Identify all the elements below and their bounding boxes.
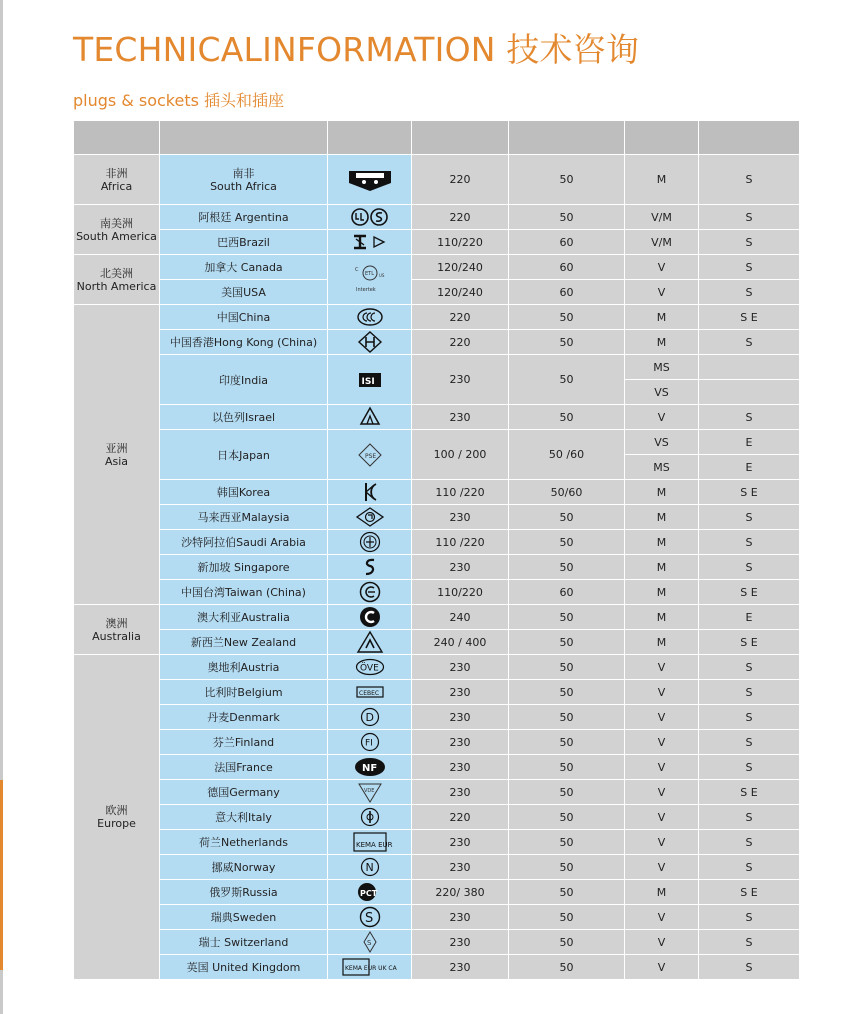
socket-type-cell: S [699,280,800,305]
certification-mark-cell [328,605,412,630]
certification-mark-cell [328,805,412,830]
saa-icon [359,606,381,628]
isi-icon [358,372,382,388]
socket-type-cell: S E [699,480,800,505]
table-row [74,905,800,930]
voltage-cell: 230 [412,655,509,680]
certification-mark-cell [328,830,412,855]
socket-type-cell: S [699,830,800,855]
ukca-icon [342,957,398,977]
certification-mark-cell [328,480,412,505]
certification-mark-cell [328,505,412,530]
svg-text:N: N [365,861,374,874]
country-cell: 沙特阿拉伯Saudi Arabia [160,530,328,555]
frequency-cell: 50 [509,505,625,530]
svg-text:S: S [364,911,373,926]
frequency-cell: 50 [509,605,625,630]
socket-type-cell: S [699,255,800,280]
frequency-cell: 50 [509,655,625,680]
region-cell: 南美洲 South America [74,205,160,255]
header-cell [699,121,800,155]
fimko-icon [360,732,380,752]
voltage-cell: 120/240 [412,255,509,280]
table-row [74,655,800,680]
region-cell: 亚洲 Asia [74,305,160,605]
country-cell: 法国France [160,755,328,780]
frequency-cell: 50 [509,405,625,430]
plug-type-cell: M [625,880,699,905]
country-cell: 新加坡 Singapore [160,555,328,580]
country-cell: 德国Germany [160,780,328,805]
hk-icon [358,331,382,353]
israel-icon [359,406,381,428]
country-cell: 芬兰Finland [160,730,328,755]
table-row [74,730,800,755]
plug-type-cell: V [625,655,699,680]
frequency-cell: 50 [509,530,625,555]
plug-type-cell: V [625,405,699,430]
country-cell: 俄罗斯Russia [160,880,328,905]
voltage-cell: 230 [412,780,509,805]
plug-type-cell: V [625,280,699,305]
plug-type-cell: V/M [625,230,699,255]
kema-icon [353,832,392,852]
bsmi-icon [359,581,381,603]
cebec-icon [355,683,385,701]
plug-type-cell: V [625,755,699,780]
plug-type-cell: M [625,580,699,605]
page-subtitle: plugs & sockets 插头和插座 [73,91,285,110]
kc-icon [360,481,380,503]
socket-type-cell [699,355,800,380]
frequency-cell: 50 [509,355,625,405]
table-row [74,930,800,955]
table-row [74,705,800,730]
table-row [74,505,800,530]
frequency-cell: 50/60 [509,480,625,505]
voltage-cell: 220 [412,330,509,355]
voltage-cell: 230 [412,555,509,580]
voltage-cell: 220 [412,305,509,330]
socket-type-cell: S [699,655,800,680]
plug-type-cell: M [625,555,699,580]
frequency-cell: 50 /60 [509,430,625,480]
certification-mark-cell [328,155,412,205]
plug-type-cell: V [625,780,699,805]
certification-mark-cell [328,230,412,255]
table-row [74,405,800,430]
table-row [74,480,800,505]
certification-mark-cell [328,430,412,480]
frequency-cell: 50 [509,780,625,805]
socket-type-cell: S [699,805,800,830]
certification-mark-cell [328,855,412,880]
frequency-cell: 50 [509,905,625,930]
frequency-cell: 50 [509,955,625,980]
voltage-cell: 230 [412,705,509,730]
plug-type-cell: M [625,630,699,655]
country-cell: 中国台湾Taiwan (China) [160,580,328,605]
svg-text:S: S [366,939,371,947]
plug-type-cell: VS [625,380,699,405]
country-cell: 中国China [160,305,328,330]
plug-type-cell: V [625,855,699,880]
plug-type-cell: M [625,530,699,555]
voltage-cell: 110 /220 [412,530,509,555]
frequency-cell: 60 [509,230,625,255]
voltage-cell: 220/ 380 [412,880,509,905]
nf-icon [354,757,386,777]
socket-type-cell: S [699,205,800,230]
plug-type-cell: V [625,255,699,280]
voltage-cell: 110/220 [412,580,509,605]
header-cell [509,121,625,155]
svg-text:KEMA EUR: KEMA EUR [355,841,392,849]
certification-mark-cell [328,580,412,605]
country-cell: 奥地利Austria [160,655,328,680]
svg-text:D: D [365,711,374,724]
country-cell: 韩国Korea [160,480,328,505]
table-row [74,780,800,805]
table-row [74,630,800,655]
voltage-cell: 230 [412,505,509,530]
socket-type-cell [699,380,800,405]
socket-type-cell: S [699,930,800,955]
svg-text:ISI: ISI [361,376,375,387]
country-cell: 中国香港Hong Kong (China) [160,330,328,355]
header-cell [74,121,160,155]
certification-mark-cell [328,405,412,430]
country-cell: 马来西亚Malaysia [160,505,328,530]
plug-type-cell: V [625,905,699,930]
socket-type-cell: S [699,905,800,930]
certification-mark-cell [328,880,412,905]
frequency-cell: 50 [509,555,625,580]
plug-type-cell: V [625,955,699,980]
table-row [74,955,800,980]
voltage-cell: 120/240 [412,280,509,305]
sirim-icon [356,507,384,527]
frequency-cell: 50 [509,155,625,205]
plug-type-cell: M [625,480,699,505]
socket-type-cell: S [699,555,800,580]
page-title: TECHNICALINFORMATION 技术咨询 [73,30,640,69]
frequency-cell: 50 [509,330,625,355]
frequency-cell: 50 [509,730,625,755]
country-cell: 新西兰New Zealand [160,630,328,655]
plug-type-cell: MS [625,355,699,380]
region-cell: 北美洲 North America [74,255,160,305]
certification-mark-cell [328,780,412,805]
swiss-s-icon [363,931,377,953]
voltage-cell: 230 [412,855,509,880]
voltage-cell: 220 [412,155,509,205]
certification-mark-cell [328,655,412,680]
svg-text:C: C [354,266,358,273]
socket-type-cell: S [699,505,800,530]
table-row [74,680,800,705]
ove-icon [355,658,385,676]
region-cell: 欧洲 Europe [74,655,160,980]
table-row [74,580,800,605]
svg-text:NF: NF [361,763,377,774]
plug-type-cell: V/M [625,205,699,230]
certification-mark-cell [328,330,412,355]
table-row [74,355,800,380]
saso-icon [359,531,381,553]
certification-mark-cell [328,355,412,405]
voltage-cell: 230 [412,405,509,430]
socket-type-cell: S E [699,780,800,805]
plug-type-cell: V [625,730,699,755]
demko-icon [360,707,380,727]
rcm-icon [357,631,383,653]
voltage-cell: 230 [412,905,509,930]
etl-icon [350,263,390,297]
table-row [74,530,800,555]
table-row [74,305,800,330]
socket-type-cell: S [699,230,800,255]
frequency-cell: 50 [509,880,625,905]
table-row [74,155,800,205]
plug-type-cell: V [625,680,699,705]
voltage-cell: 230 [412,955,509,980]
certification-mark-cell [328,255,412,305]
region-cell: 澳洲 Australia [74,605,160,655]
pct-icon [355,882,385,902]
table-row [74,280,800,305]
certification-mark-cell [328,555,412,580]
ccc-icon [356,307,384,327]
table-row [74,230,800,255]
socket-type-cell: S E [699,580,800,605]
country-cell: 以色列Israel [160,405,328,430]
plug-type-cell: M [625,155,699,205]
plug-type-cell: M [625,505,699,530]
plug-type-cell: V [625,805,699,830]
singapore-safety-icon [362,557,378,577]
frequency-cell: 60 [509,580,625,605]
svg-text:KEMA EUR UK CA: KEMA EUR UK CA [344,965,397,972]
country-cell: 阿根廷 Argentina [160,205,328,230]
svg-text:FI: FI [364,738,373,749]
voltage-cell: 110/220 [412,230,509,255]
plug-type-cell: M [625,330,699,355]
frequency-cell: 50 [509,755,625,780]
vde-icon [357,781,383,803]
voltage-cell: 220 [412,205,509,230]
voltage-cell: 230 [412,830,509,855]
socket-type-cell: E [699,455,800,480]
voltage-cell: 230 [412,930,509,955]
country-cell: 意大利Italy [160,805,328,830]
plugs-sockets-table [73,120,800,980]
plug-type-cell: M [625,305,699,330]
country-cell: 瑞典Sweden [160,905,328,930]
frequency-cell: 50 [509,705,625,730]
frequency-cell: 50 [509,830,625,855]
socket-type-cell: S [699,530,800,555]
plug-type-cell: V [625,930,699,955]
certification-mark-cell [328,305,412,330]
socket-type-cell: S [699,330,800,355]
svg-text:US: US [378,272,384,278]
country-cell: 巴西Brazil [160,230,328,255]
country-cell: 英国 United Kingdom [160,955,328,980]
socket-type-cell: E [699,605,800,630]
certification-mark-cell [328,955,412,980]
table-row [74,605,800,630]
certification-mark-cell [328,530,412,555]
country-cell: 挪威Norway [160,855,328,880]
certification-mark-cell [328,730,412,755]
socket-type-cell: S E [699,630,800,655]
table-row [74,330,800,355]
country-cell: 丹麦Denmark [160,705,328,730]
socket-type-cell: S E [699,305,800,330]
semko-icon [359,906,381,928]
voltage-cell: 100 / 200 [412,430,509,480]
country-cell: 荷兰Netherlands [160,830,328,855]
sabs-icon [347,168,393,192]
country-cell: 南非 South Africa [160,155,328,205]
frequency-cell: 50 [509,630,625,655]
voltage-cell: 230 [412,730,509,755]
voltage-cell: 240 [412,605,509,630]
socket-type-cell: S [699,705,800,730]
country-cell: 比利时Belgium [160,680,328,705]
table-row [74,830,800,855]
table-row [74,880,800,905]
pse-icon [357,442,383,468]
table-row [74,205,800,230]
country-cell: 日本Japan [160,430,328,480]
certification-mark-cell [328,905,412,930]
frequency-cell: 50 [509,855,625,880]
country-cell: 美国USA [160,280,328,305]
country-cell: 澳大利亚Australia [160,605,328,630]
socket-type-cell: S [699,680,800,705]
table-row [74,805,800,830]
certification-mark-cell [328,205,412,230]
plug-type-cell: V [625,830,699,855]
region-cell: 非洲 Africa [74,155,160,205]
frequency-cell: 60 [509,255,625,280]
table-row [74,430,800,455]
socket-type-cell: S [699,755,800,780]
certification-mark-cell [328,630,412,655]
plug-type-cell: M [625,605,699,630]
frequency-cell: 50 [509,305,625,330]
svg-text:ÖVE: ÖVE [359,663,379,674]
socket-type-cell: S [699,155,800,205]
svg-text:Intertek: Intertek [355,286,376,293]
socket-type-cell: E [699,430,800,455]
table-row [74,255,800,280]
country-cell: 印度India [160,355,328,405]
voltage-cell: 220 [412,805,509,830]
header-cell [412,121,509,155]
plug-type-cell: MS [625,455,699,480]
socket-type-cell: S [699,730,800,755]
frequency-cell: 50 [509,205,625,230]
voltage-cell: 240 / 400 [412,630,509,655]
socket-type-cell: S [699,855,800,880]
svg-text:CEBEC: CEBEC [358,690,379,697]
table-row [74,855,800,880]
table-header-row [74,121,800,155]
imq-icon [360,807,380,827]
voltage-cell: 230 [412,755,509,780]
header-cell [160,121,328,155]
certification-mark-cell [328,705,412,730]
header-cell [625,121,699,155]
country-cell: 加拿大 Canada [160,255,328,280]
frequency-cell: 60 [509,280,625,305]
table-row [74,555,800,580]
plug-type-cell: VS [625,430,699,455]
svg-text:VDE: VDE [363,788,374,794]
country-cell: 瑞士 Switzerland [160,930,328,955]
inmetro-icon [350,233,390,251]
page-left-accent [0,780,3,970]
svg-text:ETL: ETL [364,270,374,277]
table-row [74,755,800,780]
certification-mark-cell [328,755,412,780]
nemko-icon [360,857,380,877]
frequency-cell: 50 [509,930,625,955]
frequency-cell: 50 [509,805,625,830]
socket-type-cell: S E [699,880,800,905]
voltage-cell: 230 [412,680,509,705]
frequency-cell: 50 [509,680,625,705]
svg-text:PCT: PCT [359,889,377,898]
header-cell [328,121,412,155]
socket-type-cell: S [699,405,800,430]
voltage-cell: 230 [412,355,509,405]
plug-type-cell: V [625,705,699,730]
socket-type-cell: S [699,955,800,980]
svg-text:PSE: PSE [364,452,376,460]
certification-mark-cell [328,680,412,705]
certification-mark-cell [328,930,412,955]
ul-s-icon [349,207,391,227]
voltage-cell: 110 /220 [412,480,509,505]
